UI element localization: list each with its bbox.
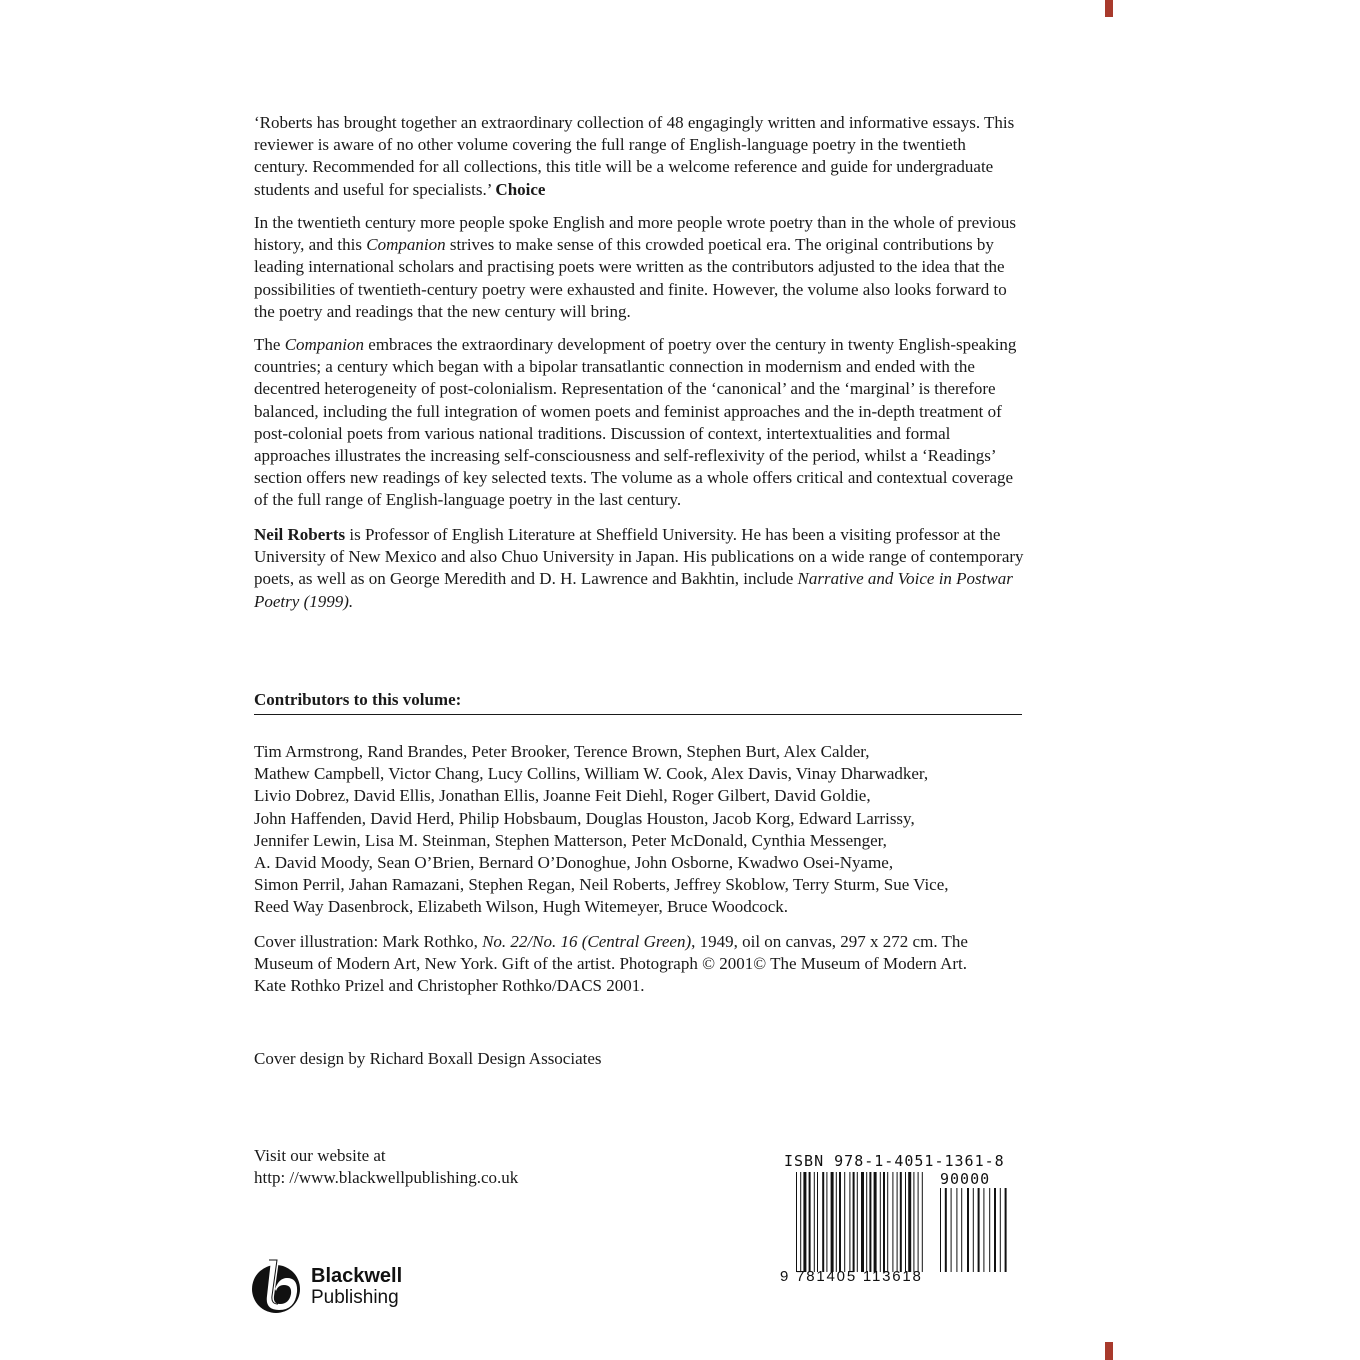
cover-ill-title: No. 22/No. 16 (Central Green): [482, 932, 692, 951]
isbn-barcode: [780, 1152, 1020, 1292]
cover-illustration-credit: [254, 931, 974, 998]
intro-text-1: In the twentieth century more people spoke English and more people wrote poetry than in the whole of previous history, and this: [254, 213, 1016, 255]
contributors-line: Reed Way Dasenbrock, Elizabeth Wilson, Hugh Witemeyer, Bruce Woodcock.: [254, 897, 789, 917]
bio-book-title: Narrative and Voice in Postwar Poetry (1999).: [254, 569, 1013, 611]
logo-name: Blackwell: [311, 1265, 403, 1287]
author-bio: [254, 524, 1024, 613]
bio-text: is Professor of English Literature at Sheffield University. He has been a visiting professor at the University of New Mexico and also Chuo University in Japan. His publications on a wide range of contemporary poets, as well as on George Meredith and D. H. Lawrence and Bakhtin, include: [254, 525, 1024, 589]
logo-sub: Publishing: [311, 1287, 399, 1308]
blackwell-b-icon: [249, 1258, 305, 1314]
companion-lead: The: [254, 335, 285, 354]
cover-design-credit: Cover design by Richard Boxall Design Associates: [254, 1049, 602, 1068]
companion-text: embraces the extraordinary development of poetry over the century in twenty English-speaking countries; a century which began with a bipolar transatlantic connection in modernism and ended with the decentred heterogeneity of post-colonialism. Representation of the ‘canonical’ and the ‘marginal’ is therefore balanced, including the full integration of women poets and feminist approaches and the in-depth treatment of post-colonial poets from various national traditions. Discussion of context, intertextualities and formal approaches illustrates the increasing self-consciousness and self-reflexivity of the period, whilst a ‘Readings’ section offers new readings of key selected texts. The volume as a whole offers critical and contextual coverage of the full range of English-language poetry in the last century.: [254, 335, 1017, 510]
quote-source: Choice: [495, 179, 546, 199]
cover-ill-text: , 1949, oil on canvas, 297 x 272 cm. The Museum of Modern Art, New York. Gift of the artist. Photograph © 2001© The Museum of Modern Art. Kate Rothko Prizel and Christopher Rothko/DACS 2001.: [254, 932, 968, 996]
edge-marker-bottom: [1105, 1342, 1113, 1360]
ean-digits: 9 781405 113618: [780, 1268, 923, 1285]
contributors-line: Tim Armstrong, Rand Brandes, Peter Brooker, Terence Brown, Stephen Burt, Alex Calder,: [254, 742, 870, 761]
contributors-line: John Haffenden, David Herd, Philip Hobsbaum, Douglas Houston, Jacob Korg, Edward Larrissy,: [254, 808, 915, 828]
quote-text: ‘Roberts has brought together an extraordinary collection of 48 engagingly written and informative essays. This reviewer is aware of no other volume covering the full range of English-language poetry in the twentieth century. Recommended for all collections, this title will be a welcome reference and guide for undergraduate students and useful for specialists.’: [254, 113, 1015, 199]
cover-ill-lead: Cover illustration: Mark Rothko,: [254, 932, 483, 951]
contributors-line: A. David Moody, Sean O’Brien, Bernard O’Donoghue, John Osborne, Kwadwo Osei-Nyame,: [254, 853, 894, 873]
contributors-line: Jennifer Lewin, Lisa M. Steinman, Stephen Matterson, Peter McDonald, Cynthia Messenger,: [254, 830, 887, 850]
author-name: Neil Roberts: [254, 525, 346, 544]
companion-title: Companion: [284, 335, 365, 354]
intro-paragraph: [254, 212, 1024, 323]
intro-companion-title: Companion: [366, 235, 446, 255]
intro-text-2: strives to make sense of this crowded poetical era. The original contributions by leading international scholars and practising poets were written as the contributors adjusted to the idea that the possibilities of twentieth-century poetry were exhausted and finite. However, the volume also looks forward to the poetry and readings that the new century will bring.: [254, 235, 1007, 321]
website-label: Visit our website at: [254, 1146, 386, 1165]
review-quote: [254, 112, 1024, 201]
website-url[interactable]: http: //www.blackwellpublishing.co.uk: [254, 1168, 519, 1188]
contributors-list: [254, 741, 994, 919]
price-code: 90000: [940, 1170, 991, 1188]
contributors-line: Mathew Campbell, Victor Chang, Lucy Collins, William W. Cook, Alex Davis, Vinay Dharwadker,: [254, 764, 929, 784]
isbn-number: ISBN 978-1-4051-1361-8: [784, 1152, 1005, 1170]
blackwell-logo: [249, 1258, 449, 1318]
logo-wordmark: [311, 1265, 402, 1309]
contributors-line: Livio Dobrez, David Ellis, Jonathan Ellis, Joanne Feit Diehl, Roger Gilbert, David Goldie,: [254, 786, 871, 806]
contributors-heading: Contributors to this volume:: [254, 690, 1022, 715]
companion-paragraph: [254, 334, 1024, 512]
edge-marker-top: [1105, 0, 1113, 17]
contributors-line: Simon Perril, Jahan Ramazani, Stephen Regan, Neil Roberts, Jeffrey Skoblow, Terry Sturm, Sue Vice,: [254, 875, 949, 895]
